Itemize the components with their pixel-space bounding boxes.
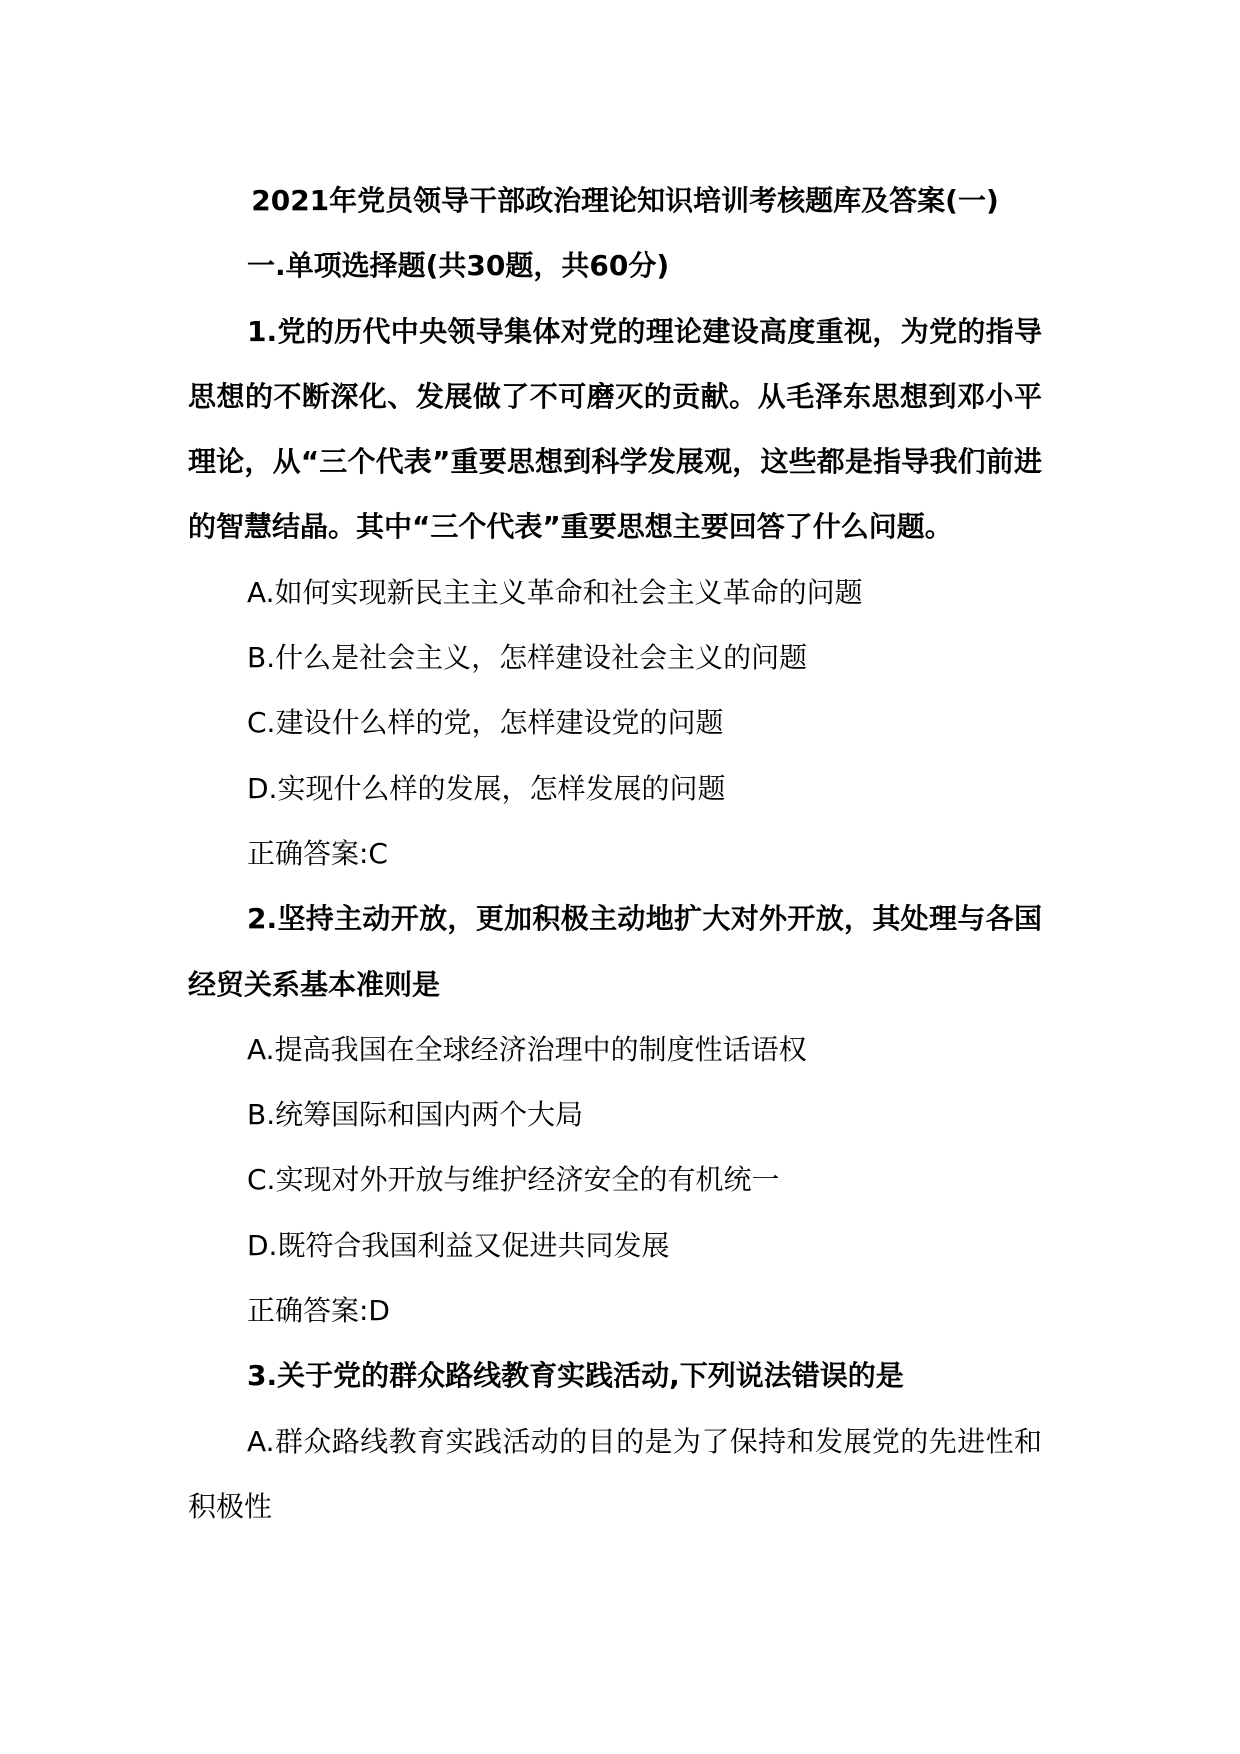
option-c: C.实现对外开放与维护经济安全的有机统一 [247, 1163, 780, 1197]
option-a: A.群众路线教育实践活动的目的是为了保持和发展党的先进性和积极性 [188, 1424, 1042, 1523]
question-2 [188, 886, 1042, 1343]
document-page [188, 168, 1042, 1539]
question-text: 1.党的历代中央领导集体对党的理论建设高度重视，为党的指导思想的不断深化、发展做了不可磨灭的贡献。从毛泽东思想到邓小平理论，从“三个代表”重要思想到科学发展观，这些都是指导我们前进的智慧结晶。其中“三个代表”重要思想主要回答了什么问题。 [188, 314, 1042, 544]
option-d: D.既符合我国利益又促进共同发展 [247, 1228, 670, 1262]
option-b: B.什么是社会主义，怎样建设社会主义的问题 [247, 641, 808, 675]
option-c: C.建设什么样的党，怎样建设党的问题 [247, 706, 724, 740]
question-1 [188, 299, 1042, 887]
question-text: 2.坚持主动开放，更加积极主动地扩大对外开放，其处理与各国经贸关系基本准则是 [188, 902, 1042, 1001]
answer: 正确答案:C [247, 836, 388, 870]
section-heading: 一.单项选择题(共30题，共60分) [247, 249, 670, 283]
answer: 正确答案:D [247, 1294, 390, 1328]
option-d: D.实现什么样的发展，怎样发展的问题 [247, 771, 726, 805]
question-text: 3.关于党的群众路线教育实践活动,下列说法错误的是 [247, 1359, 904, 1393]
document-title: 2021年党员领导干部政治理论知识培训考核题库及答案(一) [251, 184, 999, 217]
option-a: A.提高我国在全球经济治理中的制度性话语权 [247, 1032, 807, 1066]
option-b: B.统筹国际和国内两个大局 [247, 1098, 584, 1132]
option-a: A.如何实现新民主主义革命和社会主义革命的问题 [247, 575, 863, 609]
question-3 [188, 1343, 1042, 1539]
